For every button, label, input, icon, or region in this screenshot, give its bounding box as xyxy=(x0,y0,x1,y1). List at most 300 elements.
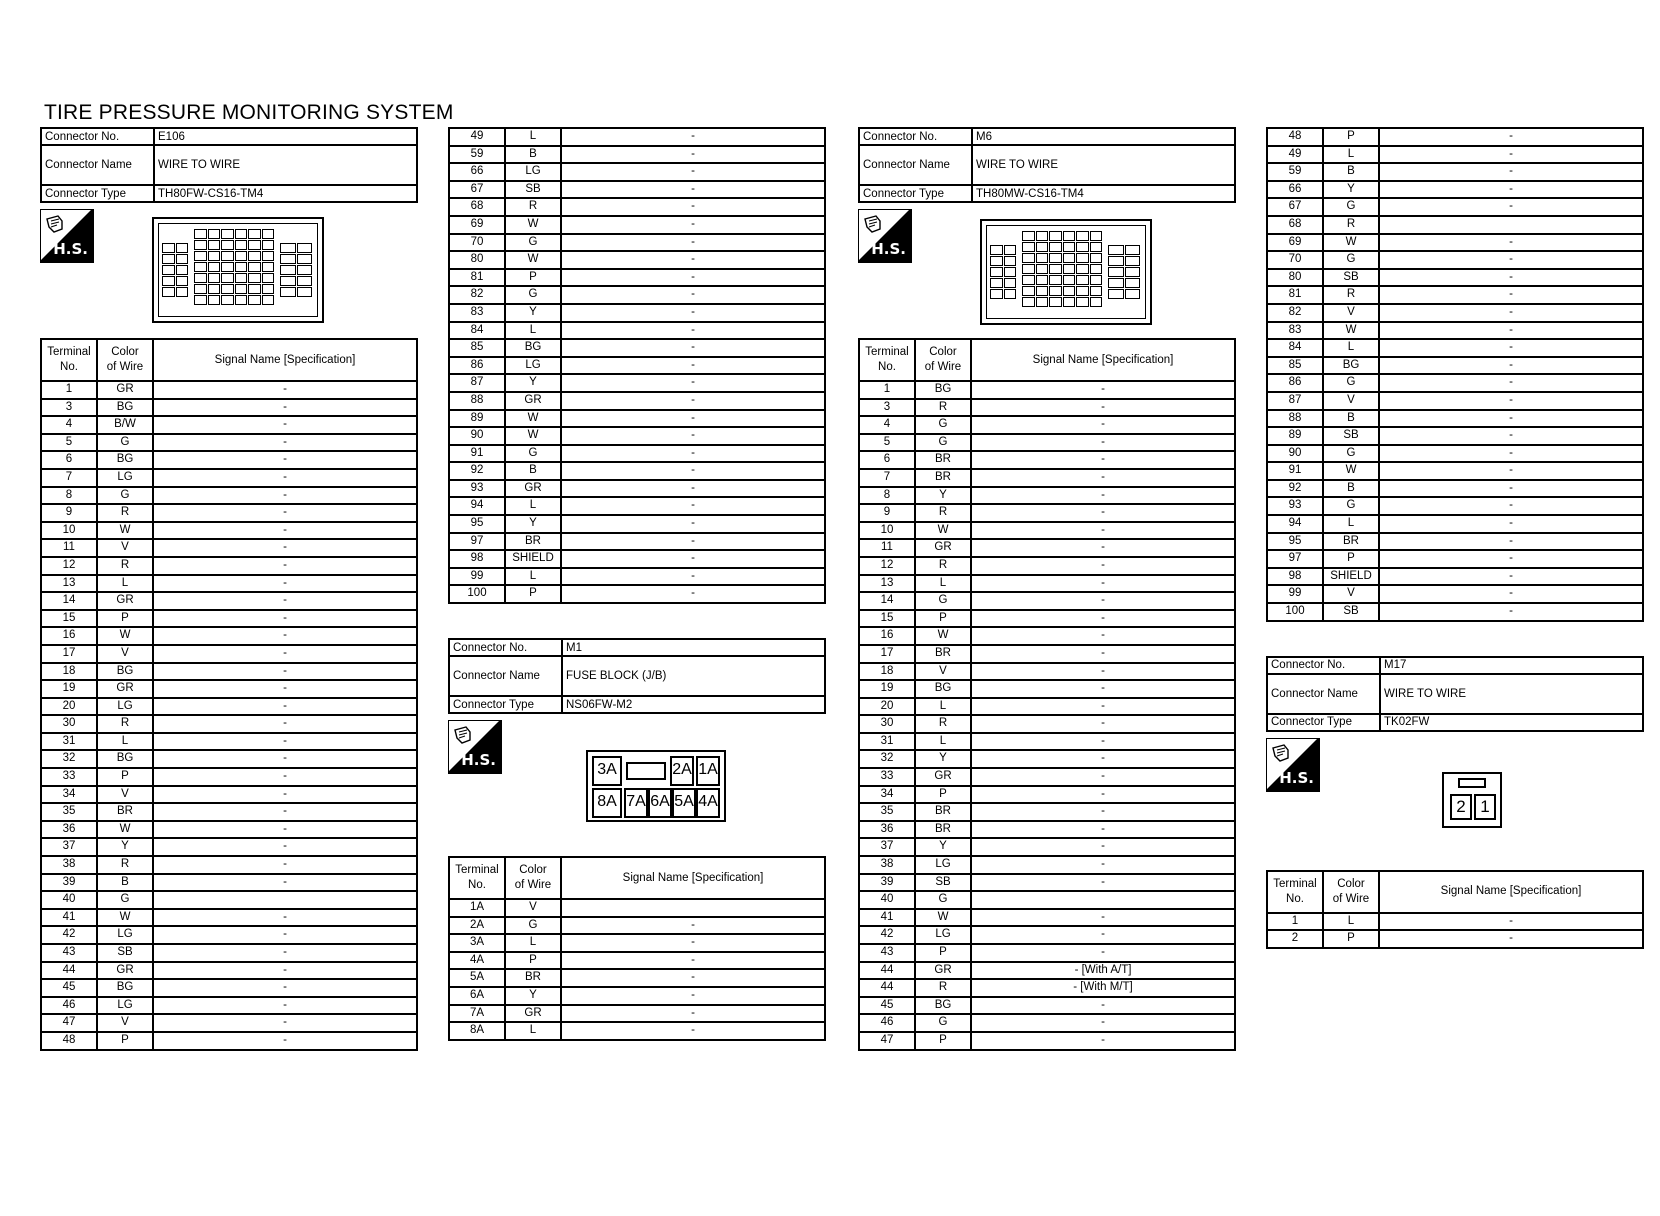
terminal-no: 93 xyxy=(1267,497,1323,515)
terminal-table-m6 xyxy=(858,338,1236,1051)
signal-name: - xyxy=(1379,198,1643,216)
terminal-no: 31 xyxy=(41,733,97,751)
wire-color: GR xyxy=(505,480,561,498)
terminal-no: 83 xyxy=(449,304,505,322)
connector-no-value: M17 xyxy=(1380,657,1643,674)
table-row xyxy=(859,856,1235,874)
wire-color: L xyxy=(1323,339,1379,357)
wire-color: P xyxy=(505,269,561,287)
connector-name-value: WIRE TO WIRE xyxy=(972,145,1235,185)
signal-name: - xyxy=(1379,427,1643,445)
signal-name: - xyxy=(561,427,825,445)
signal-name: - xyxy=(561,445,825,463)
table-row xyxy=(1267,462,1643,480)
cavity-5a: 5A xyxy=(672,788,696,818)
signal-name: - xyxy=(153,715,417,733)
wire-color: SHIELD xyxy=(1323,568,1379,586)
terminal-no: 20 xyxy=(41,698,97,716)
terminal-no: 80 xyxy=(449,251,505,269)
label-connector-name: Connector Name xyxy=(449,656,562,696)
signal-name: - xyxy=(561,952,825,970)
table-row xyxy=(41,909,417,927)
wire-color: L xyxy=(505,934,561,952)
wire-color: L xyxy=(505,497,561,515)
wire-color: P xyxy=(915,610,971,628)
connector-face-m17 xyxy=(1442,772,1502,828)
header-color: Color of Wire xyxy=(97,339,153,381)
wire-color: L xyxy=(505,568,561,586)
wire-color: GR xyxy=(97,680,153,698)
wire-color: R xyxy=(915,557,971,575)
terminal-no: 81 xyxy=(1267,286,1323,304)
table-row xyxy=(41,663,417,681)
wire-color: W xyxy=(1323,322,1379,340)
table-row xyxy=(449,357,825,375)
wire-color: W xyxy=(97,627,153,645)
table-row xyxy=(859,698,1235,716)
signal-name: - xyxy=(1379,163,1643,181)
signal-name: - xyxy=(153,838,417,856)
wire-color: W xyxy=(915,909,971,927)
signal-name: - [With M/T] xyxy=(971,979,1235,997)
terminal-no: 37 xyxy=(859,838,915,856)
table-row xyxy=(859,733,1235,751)
wire-color: GR xyxy=(505,392,561,410)
signal-name: - xyxy=(153,997,417,1015)
terminal-no: 7 xyxy=(859,469,915,487)
table-row xyxy=(1267,427,1643,445)
wire-color: LG xyxy=(97,926,153,944)
terminal-no: 47 xyxy=(41,1014,97,1032)
header-color: Color of Wire xyxy=(915,339,971,381)
wire-color: W xyxy=(505,251,561,269)
terminal-no: 88 xyxy=(449,392,505,410)
terminal-no: 89 xyxy=(449,410,505,428)
signal-name: - xyxy=(1379,374,1643,392)
table-row xyxy=(41,715,417,733)
table-row xyxy=(449,445,825,463)
terminal-no: 30 xyxy=(859,715,915,733)
terminal-no: 39 xyxy=(41,874,97,892)
table-row xyxy=(41,997,417,1015)
table-row xyxy=(41,856,417,874)
table-row xyxy=(449,934,825,952)
wire-color: L xyxy=(97,575,153,593)
connector-m6-section xyxy=(858,127,1236,1051)
signal-name: - xyxy=(971,733,1235,751)
terminal-no: 8 xyxy=(859,487,915,505)
harness-side-badge xyxy=(40,209,94,263)
table-row xyxy=(449,251,825,269)
wire-color: GR xyxy=(915,962,971,980)
signal-name: - xyxy=(971,838,1235,856)
label-connector-no: Connector No. xyxy=(41,128,154,145)
wire-color: P xyxy=(1323,128,1379,146)
table-row xyxy=(449,515,825,533)
signal-name: - xyxy=(1379,251,1643,269)
table-row xyxy=(41,821,417,839)
label-connector-no: Connector No. xyxy=(859,128,972,145)
cavity-3a: 3A xyxy=(592,756,622,786)
header-terminal: Terminal No. xyxy=(1267,871,1323,913)
signal-name: - xyxy=(1379,410,1643,428)
connector-m6-continued-section xyxy=(1266,127,1644,949)
signal-name: - xyxy=(561,357,825,375)
connector-name-value: WIRE TO WIRE xyxy=(1380,674,1643,714)
wire-color: G xyxy=(97,487,153,505)
terminal-no: 30 xyxy=(41,715,97,733)
wire-color: BG xyxy=(915,381,971,399)
terminal-no: 1 xyxy=(41,381,97,399)
terminal-no: 5A xyxy=(449,969,505,987)
terminal-no: 2A xyxy=(449,917,505,935)
terminal-no: 59 xyxy=(1267,163,1323,181)
table-row xyxy=(1267,515,1643,533)
terminal-no: 100 xyxy=(449,585,505,603)
wire-color: BR xyxy=(915,645,971,663)
wire-color: G xyxy=(1323,251,1379,269)
signal-name: - xyxy=(153,399,417,417)
wire-color: SB xyxy=(97,944,153,962)
table-row xyxy=(41,434,417,452)
terminal-no: 35 xyxy=(859,803,915,821)
signal-name: - xyxy=(153,821,417,839)
table-row xyxy=(1267,410,1643,428)
wire-color: SB xyxy=(1323,269,1379,287)
terminal-no: 67 xyxy=(449,181,505,199)
table-row xyxy=(859,469,1235,487)
signal-name: - xyxy=(561,216,825,234)
wire-color: L xyxy=(1323,515,1379,533)
wire-color: W xyxy=(97,821,153,839)
terminal-table-m6-continued xyxy=(1266,127,1644,622)
terminal-no: 85 xyxy=(1267,357,1323,375)
terminal-table-e106-continued xyxy=(448,127,826,604)
terminal-no: 11 xyxy=(41,539,97,557)
connector-m17-diagram xyxy=(1266,732,1644,870)
terminal-no: 98 xyxy=(449,550,505,568)
table-row xyxy=(41,979,417,997)
table-row xyxy=(449,304,825,322)
signal-name: - xyxy=(153,1032,417,1050)
signal-name: - xyxy=(971,997,1235,1015)
signal-name: - xyxy=(153,786,417,804)
terminal-table-m17 xyxy=(1266,870,1644,949)
terminal-no: 4 xyxy=(859,416,915,434)
table-row xyxy=(41,803,417,821)
wire-color: BG xyxy=(97,399,153,417)
terminal-no: 44 xyxy=(859,979,915,997)
terminal-no: 36 xyxy=(41,821,97,839)
wire-color: R xyxy=(915,504,971,522)
table-row xyxy=(449,462,825,480)
table-row xyxy=(449,427,825,445)
signal-name: - xyxy=(971,627,1235,645)
wire-color: BG xyxy=(97,451,153,469)
wire-color: BG xyxy=(915,680,971,698)
table-row xyxy=(1267,357,1643,375)
wire-color: P xyxy=(97,768,153,786)
terminal-no: 37 xyxy=(41,838,97,856)
terminal-no: 9 xyxy=(41,504,97,522)
connector-type-value: TK02FW xyxy=(1380,714,1643,731)
table-row xyxy=(449,917,825,935)
signal-name: - xyxy=(153,680,417,698)
terminal-no: 48 xyxy=(41,1032,97,1050)
table-row xyxy=(859,399,1235,417)
table-row xyxy=(41,487,417,505)
table-row xyxy=(41,1032,417,1050)
table-row xyxy=(449,410,825,428)
table-row xyxy=(859,504,1235,522)
signal-name: - xyxy=(153,434,417,452)
header-terminal: Terminal No. xyxy=(859,339,915,381)
signal-name: - xyxy=(971,856,1235,874)
table-row xyxy=(449,899,825,917)
terminal-no: 86 xyxy=(1267,374,1323,392)
terminal-no: 44 xyxy=(859,962,915,980)
table-row xyxy=(1267,930,1643,948)
terminal-no: 91 xyxy=(449,445,505,463)
terminal-no: 8 xyxy=(41,487,97,505)
terminal-no: 87 xyxy=(449,374,505,392)
signal-name: - xyxy=(1379,146,1643,164)
wire-color: R xyxy=(97,504,153,522)
terminal-no: 18 xyxy=(859,663,915,681)
wire-color: L xyxy=(915,575,971,593)
signal-name: - xyxy=(561,146,825,164)
wire-color: L xyxy=(505,128,561,146)
terminal-no: 15 xyxy=(859,610,915,628)
cavity-7a: 7A xyxy=(624,788,648,818)
wire-color: G xyxy=(1323,497,1379,515)
signal-name: - xyxy=(1379,445,1643,463)
table-row xyxy=(41,838,417,856)
signal-name: - xyxy=(971,416,1235,434)
signal-name: - xyxy=(561,304,825,322)
terminal-no: 1 xyxy=(1267,913,1323,931)
wire-color: Y xyxy=(915,487,971,505)
signal-name: - xyxy=(1379,234,1643,252)
wire-color: G xyxy=(915,592,971,610)
terminal-no: 35 xyxy=(41,803,97,821)
signal-name: - xyxy=(971,434,1235,452)
wire-color: L xyxy=(915,698,971,716)
table-row xyxy=(449,568,825,586)
wire-color: G xyxy=(1323,374,1379,392)
signal-name: - xyxy=(153,575,417,593)
wire-color: L xyxy=(1323,146,1379,164)
cavity-latch xyxy=(1458,778,1486,788)
wire-color: P xyxy=(915,944,971,962)
wire-color: W xyxy=(97,909,153,927)
signal-name: - xyxy=(561,286,825,304)
terminal-no: 17 xyxy=(859,645,915,663)
table-row xyxy=(41,891,417,909)
signal-name: - xyxy=(971,803,1235,821)
signal-name: - [With A/T] xyxy=(971,962,1235,980)
connector-m1-diagram xyxy=(448,714,826,856)
table-row xyxy=(41,539,417,557)
signal-name: - xyxy=(561,533,825,551)
table-row xyxy=(449,216,825,234)
wire-color: Y xyxy=(505,987,561,1005)
terminal-no: 97 xyxy=(1267,550,1323,568)
signal-name: - xyxy=(153,803,417,821)
terminal-no: 66 xyxy=(1267,181,1323,199)
terminal-no: 6 xyxy=(859,451,915,469)
signal-name: - xyxy=(971,557,1235,575)
signal-name: - xyxy=(971,768,1235,786)
terminal-no: 16 xyxy=(41,627,97,645)
cavity-2: 2 xyxy=(1450,794,1472,820)
wire-color: P xyxy=(505,585,561,603)
terminal-no: 14 xyxy=(859,592,915,610)
wire-color: R xyxy=(915,979,971,997)
header-signal: Signal Name [Specification] xyxy=(971,339,1235,381)
signal-name: - xyxy=(561,934,825,952)
signal-name: - xyxy=(561,462,825,480)
table-row xyxy=(859,451,1235,469)
wire-color: B xyxy=(505,462,561,480)
connector-hand-icon xyxy=(862,213,884,235)
terminal-no: 12 xyxy=(859,557,915,575)
connector-m6-info xyxy=(858,127,1236,203)
table-row xyxy=(1267,480,1643,498)
table-row xyxy=(859,821,1235,839)
signal-name: - xyxy=(561,181,825,199)
table-row xyxy=(1267,913,1643,931)
terminal-no: 47 xyxy=(859,1032,915,1050)
wire-color: BR xyxy=(1323,533,1379,551)
cavity-4a: 4A xyxy=(696,788,720,818)
signal-name: - xyxy=(153,856,417,874)
signal-name: - xyxy=(153,944,417,962)
signal-name: - xyxy=(971,944,1235,962)
wire-color: G xyxy=(505,445,561,463)
signal-name: - xyxy=(561,234,825,252)
signal-name: - xyxy=(971,926,1235,944)
table-row xyxy=(859,575,1235,593)
terminal-no: 84 xyxy=(1267,339,1323,357)
terminal-no: 68 xyxy=(1267,216,1323,234)
terminal-no: 18 xyxy=(41,663,97,681)
terminal-no: 8A xyxy=(449,1022,505,1040)
hs-label: H.S. xyxy=(461,751,496,770)
wire-color: Y xyxy=(915,750,971,768)
terminal-no: 34 xyxy=(859,786,915,804)
table-row xyxy=(449,163,825,181)
signal-name: - xyxy=(153,627,417,645)
table-row xyxy=(859,909,1235,927)
signal-name: - xyxy=(971,610,1235,628)
terminal-no: 3 xyxy=(859,399,915,417)
terminal-no: 31 xyxy=(859,733,915,751)
signal-name: - xyxy=(971,909,1235,927)
signal-name: - xyxy=(153,874,417,892)
signal-name: - xyxy=(561,550,825,568)
signal-name: - xyxy=(1379,497,1643,515)
wire-color: G xyxy=(915,891,971,909)
table-row xyxy=(449,322,825,340)
terminal-no: 13 xyxy=(41,575,97,593)
wire-color: SB xyxy=(1323,427,1379,445)
table-row xyxy=(859,645,1235,663)
terminal-no: 49 xyxy=(1267,146,1323,164)
terminal-no: 89 xyxy=(1267,427,1323,445)
signal-name: - xyxy=(561,163,825,181)
signal-name: - xyxy=(1379,357,1643,375)
terminal-no: 49 xyxy=(449,128,505,146)
table-row xyxy=(1267,216,1643,234)
signal-name: - xyxy=(153,1014,417,1032)
signal-name: - xyxy=(1379,603,1643,621)
wire-color: L xyxy=(505,1022,561,1040)
wire-color: Y xyxy=(505,515,561,533)
terminal-no: 7 xyxy=(41,469,97,487)
wire-color: W xyxy=(915,522,971,540)
terminal-no: 90 xyxy=(449,427,505,445)
terminal-no: 70 xyxy=(1267,251,1323,269)
label-connector-name: Connector Name xyxy=(1267,674,1380,714)
signal-name: - xyxy=(561,392,825,410)
terminal-no: 92 xyxy=(449,462,505,480)
wire-color: R xyxy=(1323,286,1379,304)
terminal-no: 19 xyxy=(41,680,97,698)
signal-name: - xyxy=(1379,322,1643,340)
wire-color: BG xyxy=(915,997,971,1015)
table-row xyxy=(449,1022,825,1040)
table-row xyxy=(859,557,1235,575)
harness-side-badge xyxy=(448,720,502,774)
signal-name: - xyxy=(561,568,825,586)
terminal-no: 4A xyxy=(449,952,505,970)
wire-color: B xyxy=(1323,410,1379,428)
terminal-no: 10 xyxy=(41,522,97,540)
wire-color: W xyxy=(505,427,561,445)
signal-name: - xyxy=(561,515,825,533)
table-row xyxy=(41,962,417,980)
signal-name: - xyxy=(561,480,825,498)
wire-color: GR xyxy=(97,381,153,399)
label-connector-type: Connector Type xyxy=(1267,714,1380,731)
table-row xyxy=(1267,392,1643,410)
wire-color: R xyxy=(97,715,153,733)
wire-color: LG xyxy=(505,357,561,375)
terminal-no: 13 xyxy=(859,575,915,593)
signal-name: - xyxy=(153,487,417,505)
label-connector-name: Connector Name xyxy=(41,145,154,185)
terminal-no: 5 xyxy=(859,434,915,452)
terminal-no: 95 xyxy=(449,515,505,533)
signal-name: - xyxy=(1379,392,1643,410)
wire-color: BG xyxy=(97,979,153,997)
signal-name: - xyxy=(1379,181,1643,199)
table-row xyxy=(859,663,1235,681)
terminal-no: 46 xyxy=(859,1014,915,1032)
wire-color: W xyxy=(97,522,153,540)
wire-color: W xyxy=(1323,462,1379,480)
table-row xyxy=(1267,445,1643,463)
signal-name: - xyxy=(1379,568,1643,586)
cavity-1a: 1A xyxy=(696,756,720,786)
table-row xyxy=(449,181,825,199)
label-connector-type: Connector Type xyxy=(41,185,154,202)
signal-name: - xyxy=(153,451,417,469)
wire-color: V xyxy=(97,786,153,804)
signal-name: - xyxy=(971,1014,1235,1032)
table-row xyxy=(41,944,417,962)
